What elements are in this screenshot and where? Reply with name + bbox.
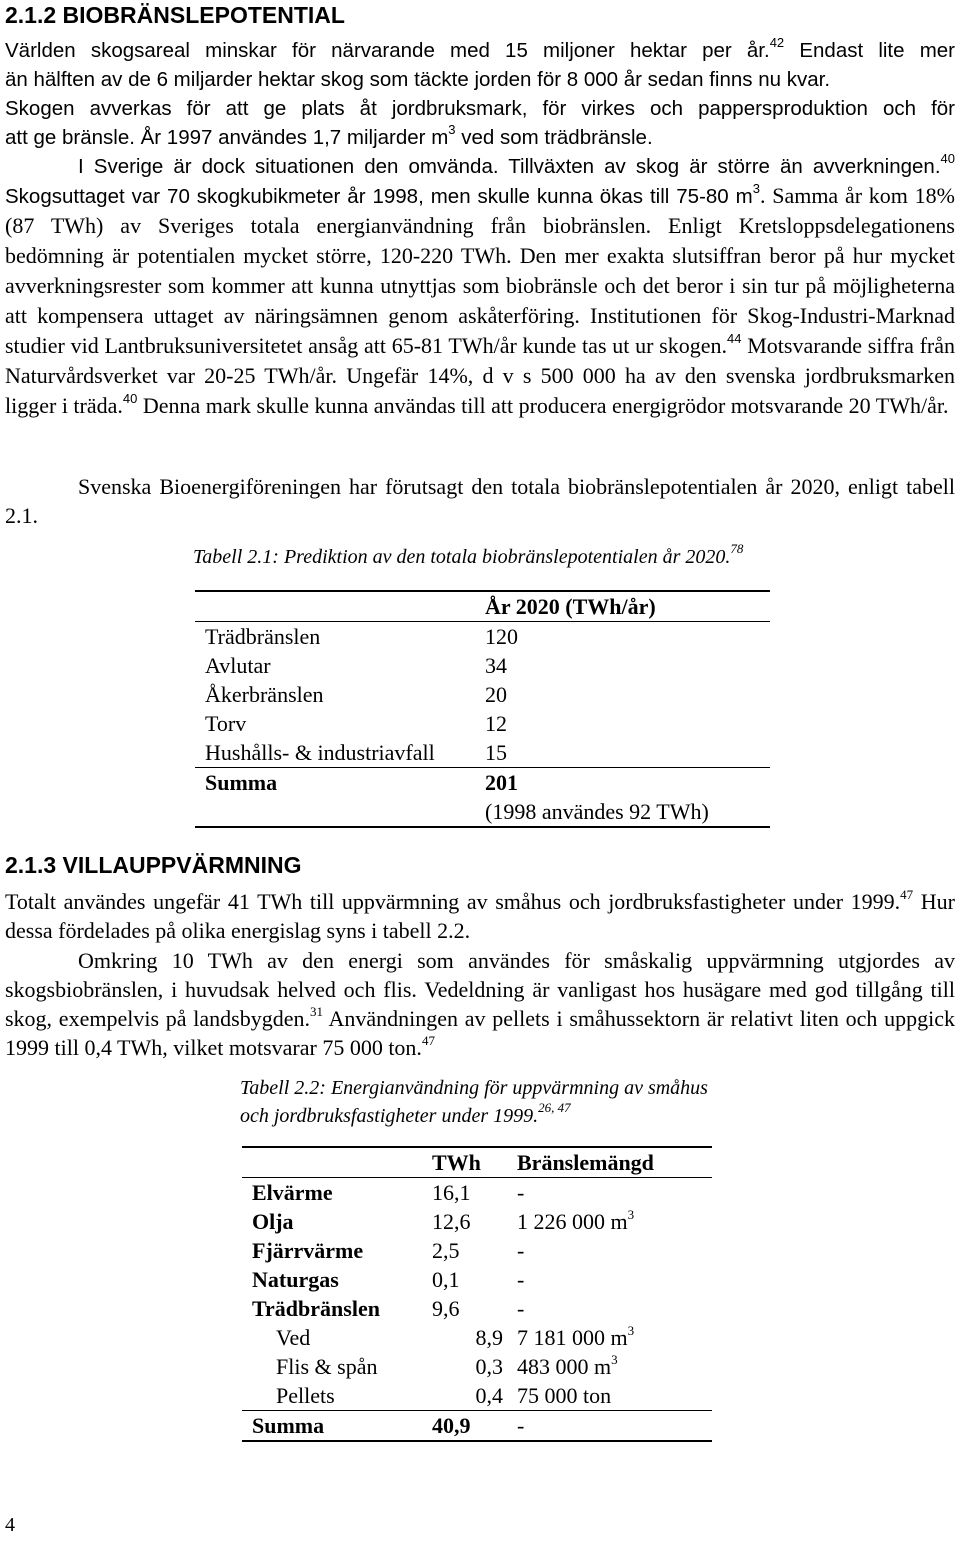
subrow-amount — [517, 1323, 712, 1352]
subrow-label: Ved — [276, 1325, 311, 1350]
table-row — [242, 1265, 712, 1294]
amount-text: 1 226 000 m — [517, 1209, 628, 1234]
unit-sup: 3 — [611, 1351, 618, 1367]
table-row — [242, 1207, 712, 1236]
table1-caption — [193, 543, 743, 571]
amount-text: 75 000 ton — [517, 1383, 612, 1408]
subrow-twh: 8,9 — [475, 1325, 503, 1350]
line: Skogen avverkas för att ge plats åt jordbruksmark, för virkes och pappersproduktion och för — [5, 97, 955, 120]
text: Omkring 10 TWh av den energi som användes för småskalig uppvärmning utgjordes av skogsbiobränslen, i huvudsak helved och flis. Vedeldning är vanligast hos husägare med god tillgång till skog, exempelvis på landsbygden. — [5, 948, 955, 1031]
unit-sup: 3 — [627, 1322, 635, 1338]
amount-text: 483 000 m — [517, 1354, 612, 1379]
footnote-ref: 40 — [940, 151, 955, 167]
text: Svenska Bioenergiföreningen har förutsagt den totala biobränslepotentialen år 2020, enligt tabell 2.1. — [5, 474, 955, 528]
paragraph-forest-biofuels — [5, 946, 955, 1062]
table-row — [195, 680, 770, 709]
section-heading-biobransle: 2.1.2 BIOBRÄNSLEPOTENTIAL — [5, 2, 345, 28]
table-row — [242, 1294, 712, 1323]
sum-label: Summa — [252, 1413, 325, 1438]
text: Skogsuttaget var 70 skogkubikmeter år 1998, men skulle kunna ökas till 75-80 m — [5, 185, 753, 208]
row-amount — [517, 1265, 712, 1294]
row-amount — [517, 1178, 712, 1208]
row-label: Avlutar — [205, 653, 271, 678]
unit-sup: 3 — [627, 1206, 635, 1222]
line: än hälften av de 6 miljarder hektar skog som täckte jorden för 8 000 år sedan finns nu kvar. — [5, 68, 831, 91]
row-twh: 12,6 — [432, 1209, 471, 1234]
sum-value-cell — [485, 768, 770, 828]
row-twh: 9,6 — [432, 1296, 460, 1321]
row-value: 20 — [485, 682, 507, 707]
row-label: Hushålls- & industriavfall — [205, 740, 435, 765]
text: I Sverige är dock situationen den omvända. Tillväxten av skog är större än avverkningen. — [78, 155, 941, 178]
sum-label: Summa — [205, 770, 278, 795]
footnote-ref: 26, 47 — [538, 1100, 571, 1116]
row-label: Trädbränslen — [252, 1296, 380, 1321]
table-row — [242, 1178, 712, 1208]
line: att ge bränsle. År 1997 användes 1,7 miljarder m — [5, 126, 449, 149]
subrow-twh: 0,4 — [475, 1383, 503, 1408]
row-label: Olja — [252, 1209, 294, 1234]
footnote-ref: 40 — [122, 391, 138, 407]
table-row — [195, 709, 770, 738]
footnote-ref: 78 — [730, 541, 744, 557]
table-biofuel-potential — [195, 590, 770, 828]
paragraph-world-forest — [5, 36, 955, 152]
table-header-row — [195, 591, 770, 622]
amount-text: - — [517, 1296, 525, 1321]
row-amount — [517, 1236, 712, 1265]
caption-line: Tabell 2.2: Energianvändning för uppvärmning av småhus — [240, 1077, 708, 1099]
sum-value: 201 — [485, 770, 518, 795]
caption-text: Tabell 2.1: Prediktion av den totala biobränslepotentialen år 2020. — [193, 546, 731, 568]
table-sum-row — [242, 1411, 712, 1442]
subrow-amount — [517, 1381, 712, 1411]
sum-note: (1998 användes 92 TWh) — [485, 799, 709, 824]
table-sum-row — [195, 768, 770, 828]
amount-text: 7 181 000 m — [517, 1325, 628, 1350]
footnote-ref: 3 — [752, 181, 760, 197]
footnote-ref: 47 — [421, 1032, 435, 1048]
column-header-twh: TWh — [432, 1150, 481, 1175]
table-header-row — [242, 1147, 712, 1178]
row-amount — [517, 1207, 712, 1236]
text: Totalt användes ungefär 41 TWh till uppvärmning av småhus och jordbruksfastigheter under 1999. — [5, 889, 901, 914]
subrow-twh: 0,3 — [475, 1354, 503, 1379]
footnote-ref: 44 — [727, 331, 742, 347]
paragraph-sweden-situation — [5, 152, 955, 421]
row-label: Trädbränslen — [205, 624, 321, 649]
table-subrow — [242, 1381, 712, 1411]
amount-text: - — [517, 1180, 525, 1205]
footnote-ref: 47 — [900, 886, 914, 902]
row-twh: 0,1 — [432, 1267, 460, 1292]
line: Världen skogsareal minskar för närvarande med 15 miljoner hektar per år. — [5, 39, 770, 62]
row-label: Fjärrvärme — [252, 1238, 364, 1263]
subrow-label: Pellets — [276, 1383, 335, 1408]
row-twh: 2,5 — [432, 1238, 460, 1263]
table2-caption — [240, 1074, 708, 1130]
row-label: Naturgas — [252, 1267, 339, 1292]
column-header-amount: Bränslemängd — [517, 1150, 654, 1175]
paragraph-bioenergy-forecast — [5, 472, 955, 530]
text: Motsvarande siffra från Naturvårdsverket var 20-25 TWh/år. Ungefär 14%, d v s 500 000 ha av den svenska jordbruksmarken ligger i träda. — [5, 333, 955, 418]
table-subrow — [242, 1352, 712, 1381]
empty-header-cell — [242, 1147, 432, 1178]
row-label: Åkerbränslen — [205, 682, 324, 707]
empty-header-cell — [195, 591, 485, 622]
row-value: 12 — [485, 711, 507, 736]
row-label: Elvärme — [252, 1180, 333, 1205]
row-twh: 16,1 — [432, 1180, 471, 1205]
sum-twh: 40,9 — [432, 1413, 471, 1438]
section-heading-villauppvarmning: 2.1.3 VILLAUPPVÄRMNING — [5, 852, 302, 878]
text: Hur dessa fördelades på olika energislag syns i tabell 2.2. — [5, 889, 955, 943]
row-value: 34 — [485, 653, 507, 678]
row-value: 120 — [485, 624, 518, 649]
page-number: 4 — [5, 1514, 15, 1536]
subrow-label: Flis & spån — [276, 1354, 378, 1379]
caption-line: och jordbruksfastigheter under 1999. — [240, 1105, 539, 1127]
footnote-ref: 42 — [769, 35, 785, 51]
subrow-amount — [517, 1352, 712, 1381]
row-label: Torv — [205, 711, 247, 736]
text: . Samma år kom 18% (87 TWh) av Sveriges totala energianvändning från biobränslen. Enligt Kretsloppsdelegationens bedömning är potentialen mycket större, 120-220 TWh. Den mer exakta slutsiffran beror på hur mycket avverkningsrester som kommer att kunna utnyttjas som biobränsle och det beror i sin tur på möjligheterna att kompensera uttaget av näringsämnen genom askåterföring. Institutionen för Skog-Industri-Marknad studier vid Lantbruksuniversitetet ansåg att 65-81 TWh/år kunde tas ut ur skogen. — [5, 183, 955, 358]
amount-text: - — [517, 1238, 525, 1263]
text: Användningen av pellets i småhussektorn är relativt liten och uppgick 1999 till 0,4 TWh, vilket motsvarar 75 000 ton. — [5, 1006, 955, 1060]
text: Denna mark skulle kunna användas till att producera energigrödor motsvarande 20 TWh/år. — [137, 393, 949, 418]
table-row — [195, 651, 770, 680]
table-row — [195, 622, 770, 652]
table-heating-energy — [242, 1146, 712, 1442]
table-subrow — [242, 1323, 712, 1352]
footnote-ref: 31 — [309, 1003, 323, 1019]
line: Endast lite mer — [784, 39, 956, 62]
paragraph-total-heating — [5, 887, 955, 945]
table-row — [242, 1236, 712, 1265]
amount-text: - — [517, 1267, 525, 1292]
sum-amount: - — [517, 1413, 525, 1438]
row-amount — [517, 1294, 712, 1323]
table-row — [195, 738, 770, 768]
footnote-ref: 3 — [448, 122, 456, 138]
line: ved som trädbränsle. — [455, 126, 653, 149]
row-value: 15 — [485, 740, 507, 765]
column-header-year-2020: År 2020 (TWh/år) — [485, 594, 656, 619]
